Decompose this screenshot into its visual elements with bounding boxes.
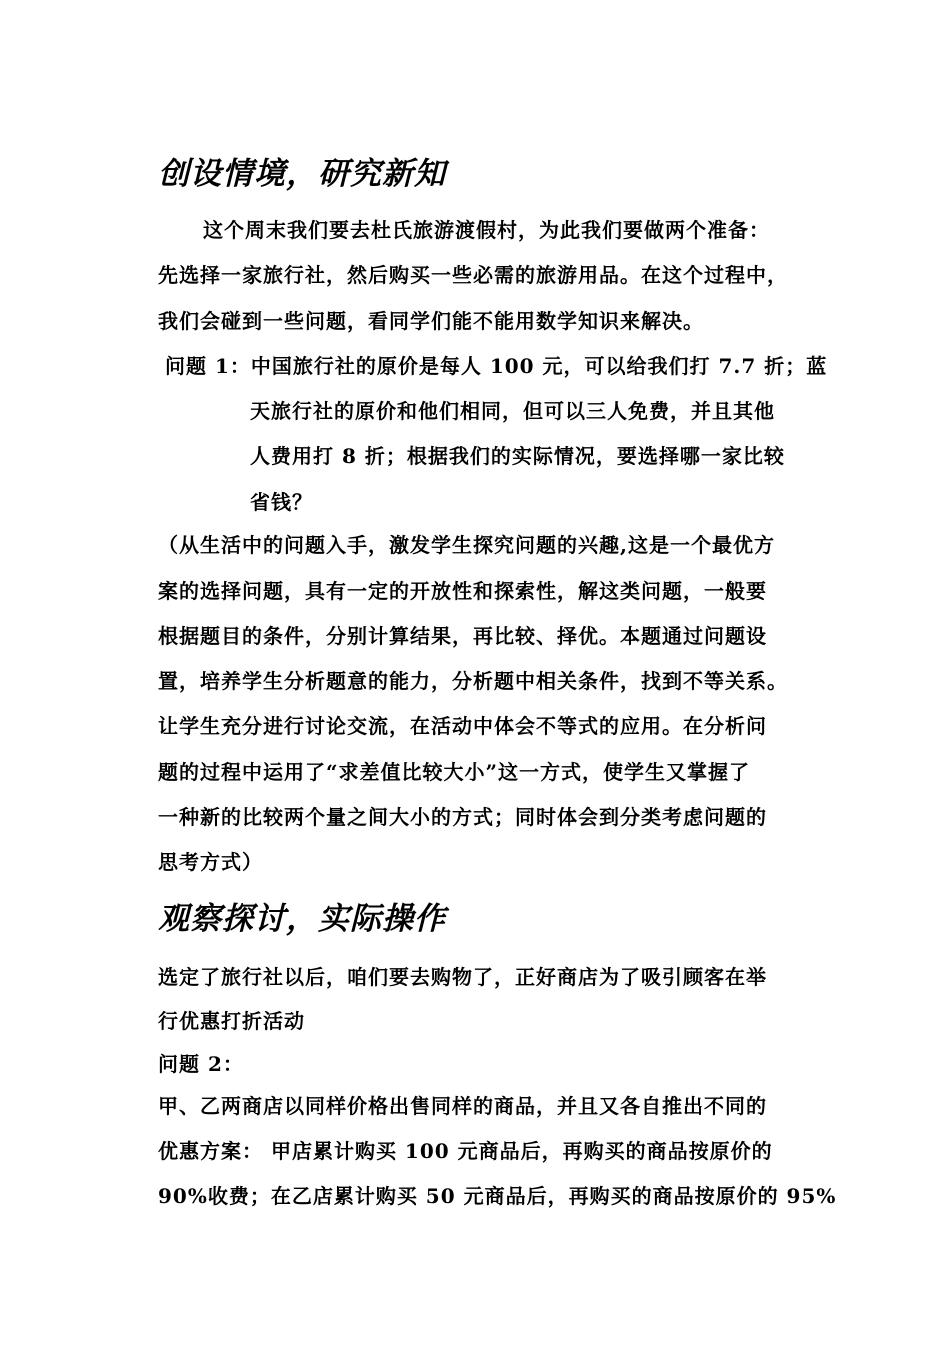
problem-1-line: 人费用打 8 折；根据我们的实际情况，要选择哪一家比较 <box>250 444 785 468</box>
teaching-note-line: 题的过程中运用了“求差值比较大小”这一方式，使学生又掌握了 <box>158 760 751 784</box>
section-heading-1: 创设情境，研究新知 <box>158 156 446 192</box>
teaching-note-line: 置，培养学生分析题意的能力，分析题中相关条件，找到不等关系。 <box>158 669 788 693</box>
paragraph-line: 这个周末我们要去杜氏旅游渡假村，为此我们要做两个准备： <box>203 218 770 242</box>
section-heading-2: 观察探讨，实际操作 <box>158 901 446 937</box>
paragraph-line: 我们会碰到一些问题，看同学们能不能用数学知识来解决。 <box>158 309 704 333</box>
paragraph-line: 选定了旅行社以后，咱们要去购物了，正好商店为了吸引顾客在举 <box>158 965 767 989</box>
teaching-note-line: （从生活中的问题入手，激发学生探究问题的兴趣,这是一个最优方 <box>158 533 775 557</box>
teaching-note-line: 一种新的比较两个量之间大小的方式；同时体会到分类考虑问题的 <box>158 805 767 829</box>
problem-1-line: 省钱？ <box>250 490 313 514</box>
teaching-note-line: 思考方式） <box>158 850 263 874</box>
problem-1-line: 天旅行社的原价和他们相同，但可以三人免费，并且其他 <box>250 399 775 423</box>
teaching-note-line: 根据题目的条件，分别计算结果，再比较、择优。本题通过问题设 <box>158 624 767 648</box>
problem-2-line: 90%收费；在乙店累计购买 50 元商品后，再购买的商品按原价的 95% <box>158 1184 837 1208</box>
teaching-note-line: 案的选择问题，具有一定的开放性和探索性，解这类问题，一般要 <box>158 579 767 603</box>
paragraph-line: 先选择一家旅行社，然后购买一些必需的旅游用品。在这个过程中， <box>158 263 788 287</box>
teaching-note-line: 让学生充分进行讨论交流，在活动中体会不等式的应用。在分析问 <box>158 714 767 738</box>
problem-2-line: 优惠方案： 甲店累计购买 100 元商品后，再购买的商品按原价的 <box>158 1139 773 1163</box>
problem-2-line: 甲、乙两商店以同样价格出售同样的商品，并且又各自推出不同的 <box>158 1094 767 1118</box>
problem-2-label: 问题 2： <box>158 1052 244 1076</box>
paragraph-line: 行优惠打折活动 <box>158 1009 305 1033</box>
problem-1-line: 问题 1：中国旅行社的原价是每人 100 元，可以给我们打 7.7 折；蓝 <box>165 354 828 378</box>
